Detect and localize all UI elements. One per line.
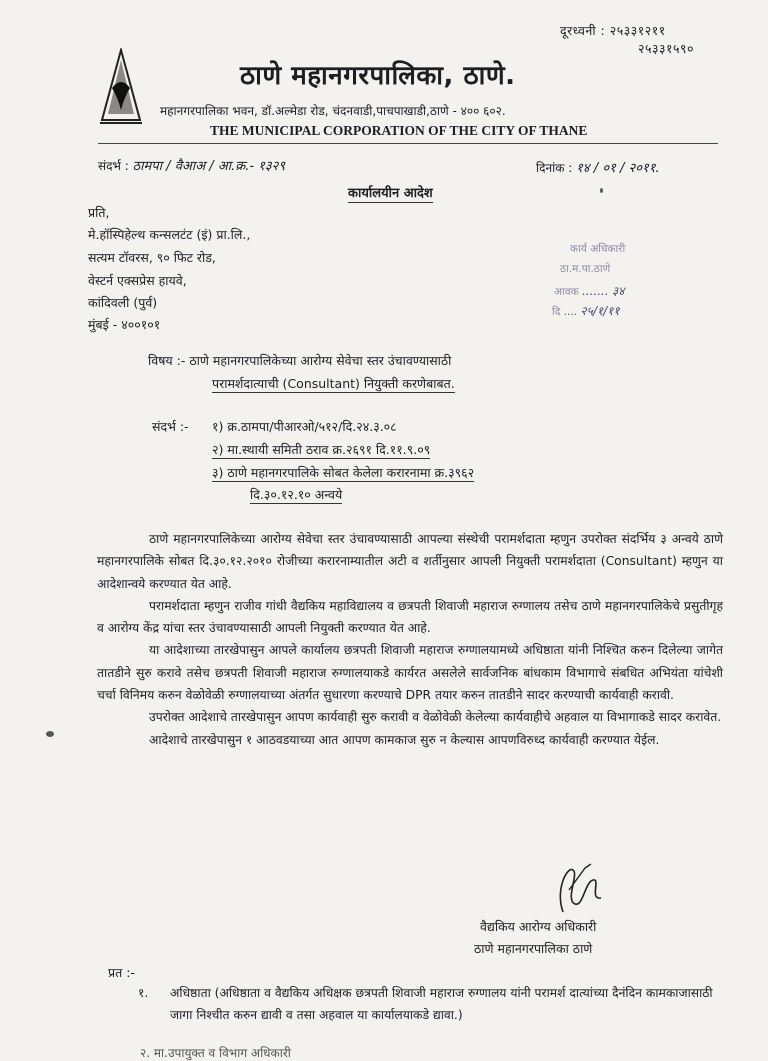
reference-value: ठामपा / वैआअ / आ.क्र.- १३२९ [132, 159, 286, 174]
stamp-line-1: कार्य अधिकारी [570, 243, 626, 255]
subject-label: विषय :- [148, 353, 186, 368]
stamp-date-label: दि [552, 306, 561, 318]
reference-label: संदर्भ : [98, 159, 129, 173]
stamp-inward-label: आवक [554, 286, 579, 298]
corporation-title: ठाणे महानगरपालिका, ठाणे. [240, 61, 516, 91]
recipient-line: वेस्टर्न एक्सप्रेस हायवे, [88, 273, 187, 288]
paragraph: या आदेशाच्या तारखेपासुन आपले कार्यालय छत्रपती शिवाजी महाराज रुग्णालयामध्ये अधिष्ठाता यांनी निश्चित करुन दिलेल्या जागेत तातडीने सुरु करावे तसेच छत्रपती शिवाजी महाराज रुग्णालयाकडे कार्यरत असलेले सार्वजनिक बांधकाम विभागाचे संबधित अभियंता यांचेशी चर्चा विनिमय करुन वेळोवेळी रुग्णालयाच्या अंतर्गत सुधारणा करण्याचे DPR तयार करुन तातडीने सादर करण्याची कार्यवाही करावी. [97, 643, 723, 703]
signatory-designation: वैद्यकिय आरोग्य अधिकारी [480, 919, 597, 934]
subject-line [148, 352, 451, 369]
corporation-address: महानगरपालिका भवन, डॉ.अल्मेडा रोड, चंदनवाडी,पाचपाखाडी,ठाणे - ४०० ६०२. [160, 104, 506, 118]
recipient-line: मे.हॉस्पिहेल्थ कन्सलटंट (इं) प्रा.लि., [88, 227, 251, 242]
paragraph: परामर्शदाता म्हणुन राजीव गांधी वैद्यकिय महाविद्यालय व छत्रपती शिवाजी महाराज रुग्णालय तसेच ठाणे महानगरपालिकेचे प्रसुतीगृह व आरोग्य केंद्र यांचा स्तर उंचावण्यासाठी आपली नियुक्ती करण्यात येत आहे. [97, 598, 723, 636]
subject-text-2: परामर्शदात्याची (Consultant) नियुक्ती करणेबाबत. [212, 376, 455, 391]
order-body [97, 528, 723, 751]
phone-number-1: २५३३१२११ [609, 23, 666, 38]
phone-label: दूरध्वनी : [560, 23, 606, 38]
date-value: १४ / ०१ / २०११. [576, 161, 660, 176]
copy-item-text: अधिष्ठाता (अधिष्ठाता व वैद्यकिय अधिक्षक छत्रपती शिवाजी महाराज रुग्णालय यांनी परामर्श दात्यांच्या दैनंदिन कामकाजासाठी जागा निश्चीत करुन द्यावी व तसा अहवाल या कार्यालयाकडे द्यावा.) [170, 986, 713, 1022]
stamp-inward-value: ३४ [612, 284, 625, 298]
paragraph: ठाणे महानगरपालिकेच्या आरोग्य सेवेचा स्तर उंचावण्यासाठी आपल्या संस्थेची परामर्शदाता म्हणुन उपरोक्त संदर्भिय ३ अन्वये ठाणे महानगरपालिके सोबत दि.३०.१२.२०१० रोजीच्या करारनाम्यातील अटी व शर्तीनुसार आपली नियुक्ती परामर्शदाता (Consultant) म्हणुन या आदेशान्वये करण्यात येत आहे. [97, 532, 723, 591]
paragraph: उपरोक्त आदेशाचे तारखेपासुन आपण कार्यवाही सुरु करावी व वेळोवेळी केलेल्या कार्यवाहीचे अहवाल या विभागाकडे सादर करावेत. [149, 710, 722, 725]
reference-item: ३) ठाणे महानगरपालिके सोबत केलेला करारनामा क्र.३९६२ [212, 465, 475, 480]
reference-item: २) मा.स्थायी समिती ठराव क्र.२६९१ दि.११.९.०९ [212, 442, 431, 457]
copies-label: प्रत :- [108, 965, 135, 980]
date-label: दिनांक : [536, 161, 573, 175]
recipient-prati: प्रति, [88, 205, 110, 220]
copy-item-partial: २. मा.उपायुक्त व विभाग अधिकारी [140, 1046, 291, 1060]
copy-item [138, 982, 724, 1026]
stamp-date: दि .... २५/१/११ [552, 304, 620, 318]
recipient-line: सत्यम टॉवरस, ९० फिट रोड, [88, 250, 216, 265]
corporation-title-english: THE MUNICIPAL CORPORATION OF THE CITY OF THANE [210, 123, 588, 138]
letterhead-divider [98, 143, 718, 144]
phone-number-2: २५३३१५९० [638, 41, 695, 56]
scan-speck [46, 731, 54, 737]
reference-number [98, 156, 285, 174]
stamp-line-2: ठा.म.पा.ठाणे [560, 263, 611, 275]
phone-line-1 [560, 22, 666, 39]
signature-scribble-icon [545, 860, 615, 918]
references-label: संदर्भ :- [152, 419, 189, 434]
reference-item: १) क्र.ठामपा/पीआरओ/५१२/दि.२४.३.०८ [212, 419, 397, 434]
scan-speck [600, 188, 603, 193]
order-date [536, 158, 660, 176]
municipal-emblem-icon [98, 48, 144, 126]
reference-continuation: दि.३०.१२.१० अन्वये [250, 487, 343, 502]
copy-item-number: १. [138, 986, 149, 1000]
office-order-heading: कार्यालयीन आदेश [348, 183, 433, 203]
subject-text-1: ठाणे महानगरपालिकेच्या आरोग्य सेवेचा स्तर उंचावण्यासाठी [189, 353, 452, 368]
paragraph: आदेशाचे तारखेपासुन १ आठवडयाच्या आत आपण कामकाज सुरु न केल्यास आपणविरुध्द कार्यवाही करण्यात येईल. [149, 732, 660, 747]
recipient-line: मुंबई - ४००१०१ [88, 317, 161, 332]
recipient-line: कांदिवली (पुर्व) [88, 295, 158, 310]
stamp-inward: आवक ....... ३४ [554, 284, 625, 298]
stamp-date-value: २५/१/११ [580, 304, 620, 318]
signatory-organisation: ठाणे महानगरपालिका ठाणे [474, 941, 593, 956]
